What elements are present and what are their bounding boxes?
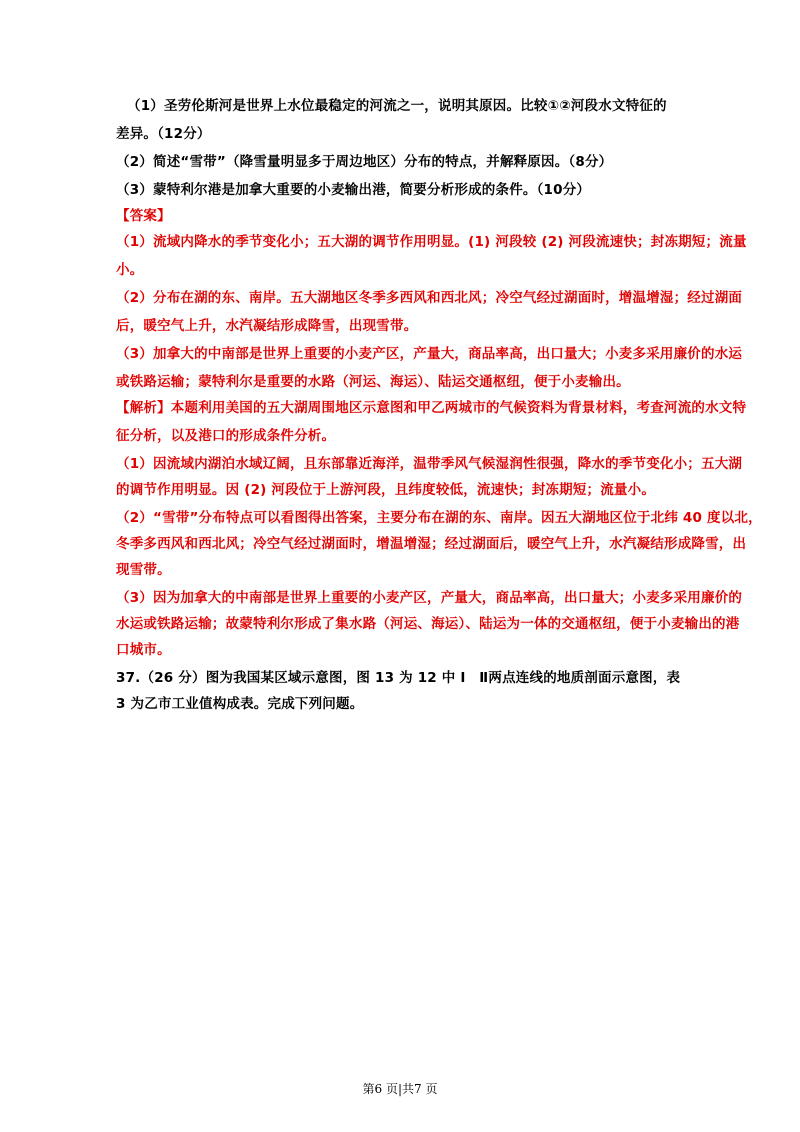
analysis-intro: 【解析】本题利用美国的五大湖周围地区示意图和甲乙两城市的气候资料为背景材料，考查河流的水文特 xyxy=(116,400,747,416)
analysis-intro-cont: 征分析，以及港口的形成条件分析。 xyxy=(116,428,336,444)
answer-2-text: （2）分布在湖的东、南岸。五大湖地区冬季多西风和西北风；冷空气经过湖面时，增温增湿；经过湖面 xyxy=(116,290,743,306)
question-1-text-cont: 差异。（12分） xyxy=(116,126,211,142)
analysis-2-text: （2）“雪带”分布特点可以看图得出答案，主要分布在湖的东、南岸。因五大湖地区位于北纬 40 度以北， xyxy=(116,510,762,526)
answer-heading: 【答案】 xyxy=(116,208,171,224)
question-1-text: （1）圣劳伦斯河是世界上水位最稳定的河流之一，说明其原因。比较①②河段水文特征的 xyxy=(127,98,667,114)
question-2-text: （2）简述“雪带”（降雪量明显多于周边地区）分布的特点，并解释原因。（8分） xyxy=(116,154,613,170)
question-3-text: （3）蒙特利尔港是加拿大重要的小麦输出港，简要分析形成的条件。（10分） xyxy=(116,182,591,198)
analysis-1-text-cont: 的调节作用明显。因 (2) 河段位于上游河段，且纬度较低，流速快；封冻期短；流量小。 xyxy=(116,482,656,498)
analysis-3-text-cont: 水运或铁路运输；故蒙特利尔形成了集水路（河运、海运）、陆运为一体的交通枢纽，便于小麦输出的港 xyxy=(116,616,740,632)
question-37-text: 37.（26 分）图为我国某区域示意图，图 13 为 12 中 Ⅰ Ⅱ两点连线的地质剖面示意图，表 xyxy=(116,670,681,686)
answer-3-text: （3）加拿大的中南部是世界上重要的小麦产区，产量大，商品率高，出口量大；小麦多采用廉价的水运 xyxy=(116,346,743,362)
analysis-2-text-cont: 冬季多西风和西北风；冷空气经过湖面时，增温增湿；经过湖面后，暖空气上升，水汽凝结形成降雪，出 xyxy=(116,536,747,552)
analysis-1-text: （1）因流域内湖泊水域辽阔，且东部靠近海洋，温带季风气候湿润性很强，降水的季节变化小；五大湖 xyxy=(116,456,743,472)
question-37-text-cont: 3 为乙市工业值构成表。完成下列问题。 xyxy=(116,696,364,712)
answer-3-text-cont: 或铁路运输；蒙特利尔是重要的水路（河运、海运）、陆运交通枢纽，便于小麦输出。 xyxy=(116,374,630,390)
analysis-2-text-end: 现雪带。 xyxy=(116,562,171,578)
answer-1-text-cont: 小。 xyxy=(116,262,144,278)
analysis-3-text-end: 口城市。 xyxy=(116,642,171,658)
answer-2-text-cont: 后，暖空气上升，水汽凝结形成降雪，出现雪带。 xyxy=(116,318,418,334)
answer-1-text: （1）流域内降水的季节变化小；五大湖的调节作用明显。(1) 河段较 (2) 河段流速快；封冻期短；流量 xyxy=(116,234,747,250)
page-footer: 第6 页|共7 页 xyxy=(362,1082,438,1096)
analysis-3-text: （3）因为加拿大的中南部是世界上重要的小麦产区，产量大，商品率高，出口量大；小麦多采用廉价的 xyxy=(116,590,743,606)
